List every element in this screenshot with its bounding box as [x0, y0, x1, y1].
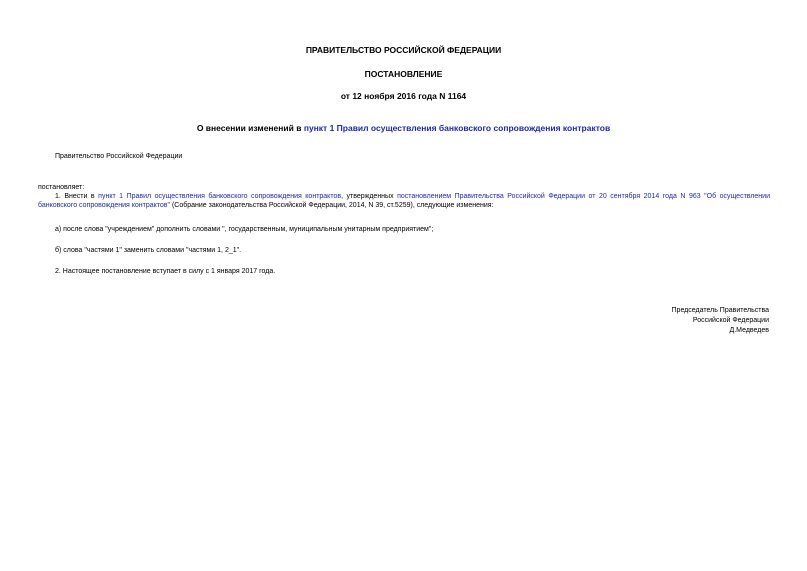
signature-block [672, 306, 769, 336]
item-b: б) слова "частями 1" заменить словами "частями 1, 2_1". [55, 247, 242, 254]
paragraph-1-text-b: , утвержденных [341, 193, 398, 200]
title-link-rules-point-1[interactable]: пункт 1 Правил осуществления банковского сопровождения контрактов [303, 123, 611, 133]
paragraph-2: 2. Настоящее постановление вступает в силу с 1 января 2017 года. [55, 268, 276, 275]
link-resolution-963[interactable]: постановлением Правительства Российской Федерации от 20 сентября 2014 года N 963 "Об осуществлении банковского сопровождения контрактов" [38, 193, 770, 209]
date-number-heading: от 12 ноября 2016 года N 1164 [340, 91, 467, 101]
paragraph-1-text-c: (Собрание законодательства Российской Федерации, 2014, N 39, ст.5259), следующие изменения: [170, 202, 494, 209]
document-type-heading: ПОСТАНОВЛЕНИЕ [364, 69, 443, 79]
document-title [0, 123, 807, 133]
document-title-prefix: О внесении изменений в [196, 123, 304, 133]
signature-name: Д.Медведев [729, 327, 769, 334]
paragraph-1-text-a: 1. Внести в [55, 193, 99, 200]
signature-organization: Российской Федерации [692, 317, 769, 324]
paragraph-1 [38, 192, 770, 210]
government-heading: ПРАВИТЕЛЬСТВО РОССИЙСКОЙ ФЕДЕРАЦИИ [305, 45, 502, 55]
signature-position: Председатель Правительства [671, 307, 769, 314]
decides-line: постановляет: [38, 184, 85, 191]
issuer-line: Правительство Российской Федерации [55, 153, 183, 160]
item-a: а) после слова "учреждением" дополнить словами ", государственным, муниципальным унитарным предприятием"; [55, 226, 434, 233]
link-rules-point-1[interactable]: пункт 1 Правил осуществления банковского сопровождения контрактов [98, 193, 342, 200]
